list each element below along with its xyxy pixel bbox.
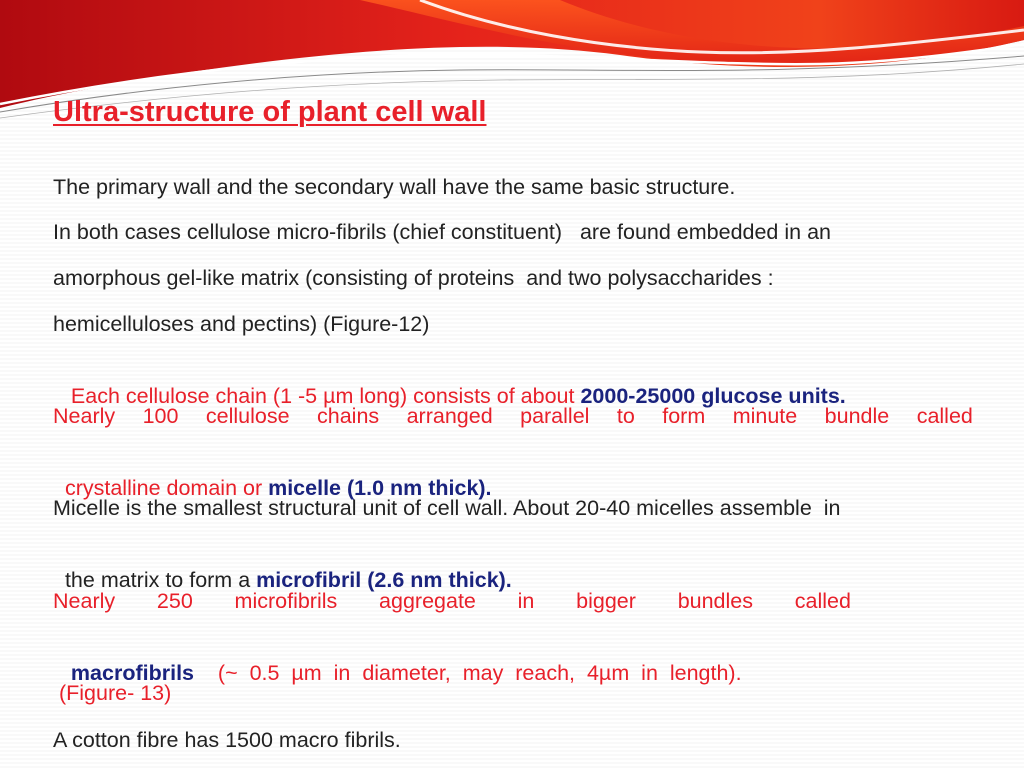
word: called bbox=[794, 589, 851, 613]
paragraph-cellulose-bundle-line-1 bbox=[53, 403, 973, 429]
cellulose-chain-text: Each cellulose chain (1 -5 µm long) consists of about bbox=[64, 384, 581, 408]
micelle-highlight: micelle (1.0 nm thick). bbox=[268, 476, 492, 500]
word: bundles bbox=[677, 589, 754, 613]
glucose-units-highlight: 2000-25000 glucose units. bbox=[580, 384, 846, 408]
macrofibril-size-text: (~ 0.5 µm in diameter, may reach, 4µm in length). bbox=[217, 661, 742, 685]
word: bundle bbox=[824, 404, 890, 428]
paragraph-micelle-line-2 bbox=[53, 541, 512, 593]
word: arranged bbox=[406, 404, 493, 428]
word: Nearly bbox=[53, 404, 116, 428]
word: bigger bbox=[576, 589, 636, 613]
paragraph-macrofibril-line-2 bbox=[53, 634, 742, 686]
word: 100 bbox=[142, 404, 179, 428]
crystalline-domain-text: crystalline domain or bbox=[64, 476, 269, 500]
paragraph-cellulose-bundle-line-2 bbox=[53, 449, 492, 501]
word: microfibrils bbox=[234, 589, 338, 613]
paragraph-cellulose-line-3: hemicelluloses and pectins) (Figure-12) bbox=[53, 312, 430, 336]
microfibril-highlight: microfibril (2.6 nm thick). bbox=[256, 568, 512, 592]
matrix-text: the matrix to form a bbox=[64, 568, 257, 592]
paragraph-macrofibril-line-1 bbox=[53, 588, 851, 614]
word: to bbox=[616, 404, 635, 428]
paragraph-micelle-line-1: Micelle is the smallest structural unit of cell wall. About 20-40 micelles assemble in bbox=[53, 496, 841, 520]
macrofibrils-highlight: macrofibrils bbox=[64, 661, 194, 685]
word: form bbox=[662, 404, 706, 428]
word: parallel bbox=[520, 404, 590, 428]
word: chains bbox=[317, 404, 380, 428]
paragraph-cellulose-line-1: In both cases cellulose micro-fibrils (chief constituent) are found embedded in an bbox=[53, 220, 831, 244]
word: minute bbox=[732, 404, 798, 428]
paragraph-cellulose-chain bbox=[53, 357, 846, 409]
figure-13-reference: (Figure- 13) bbox=[53, 681, 172, 705]
slide-title: Ultra-structure of plant cell wall bbox=[53, 96, 487, 128]
word: 250 bbox=[156, 589, 193, 613]
paragraph-cellulose-line-2: amorphous gel-like matrix (consisting of proteins and two polysaccharides : bbox=[53, 266, 774, 290]
word: called bbox=[916, 404, 973, 428]
word: Nearly bbox=[53, 589, 116, 613]
paragraph-primary-secondary-wall: The primary wall and the secondary wall have the same basic structure. bbox=[53, 175, 736, 199]
word: in bbox=[517, 589, 535, 613]
paragraph-cotton-fibre: A cotton fibre has 1500 macro fibrils. bbox=[53, 728, 401, 752]
word: aggregate bbox=[379, 589, 476, 613]
word: cellulose bbox=[205, 404, 290, 428]
